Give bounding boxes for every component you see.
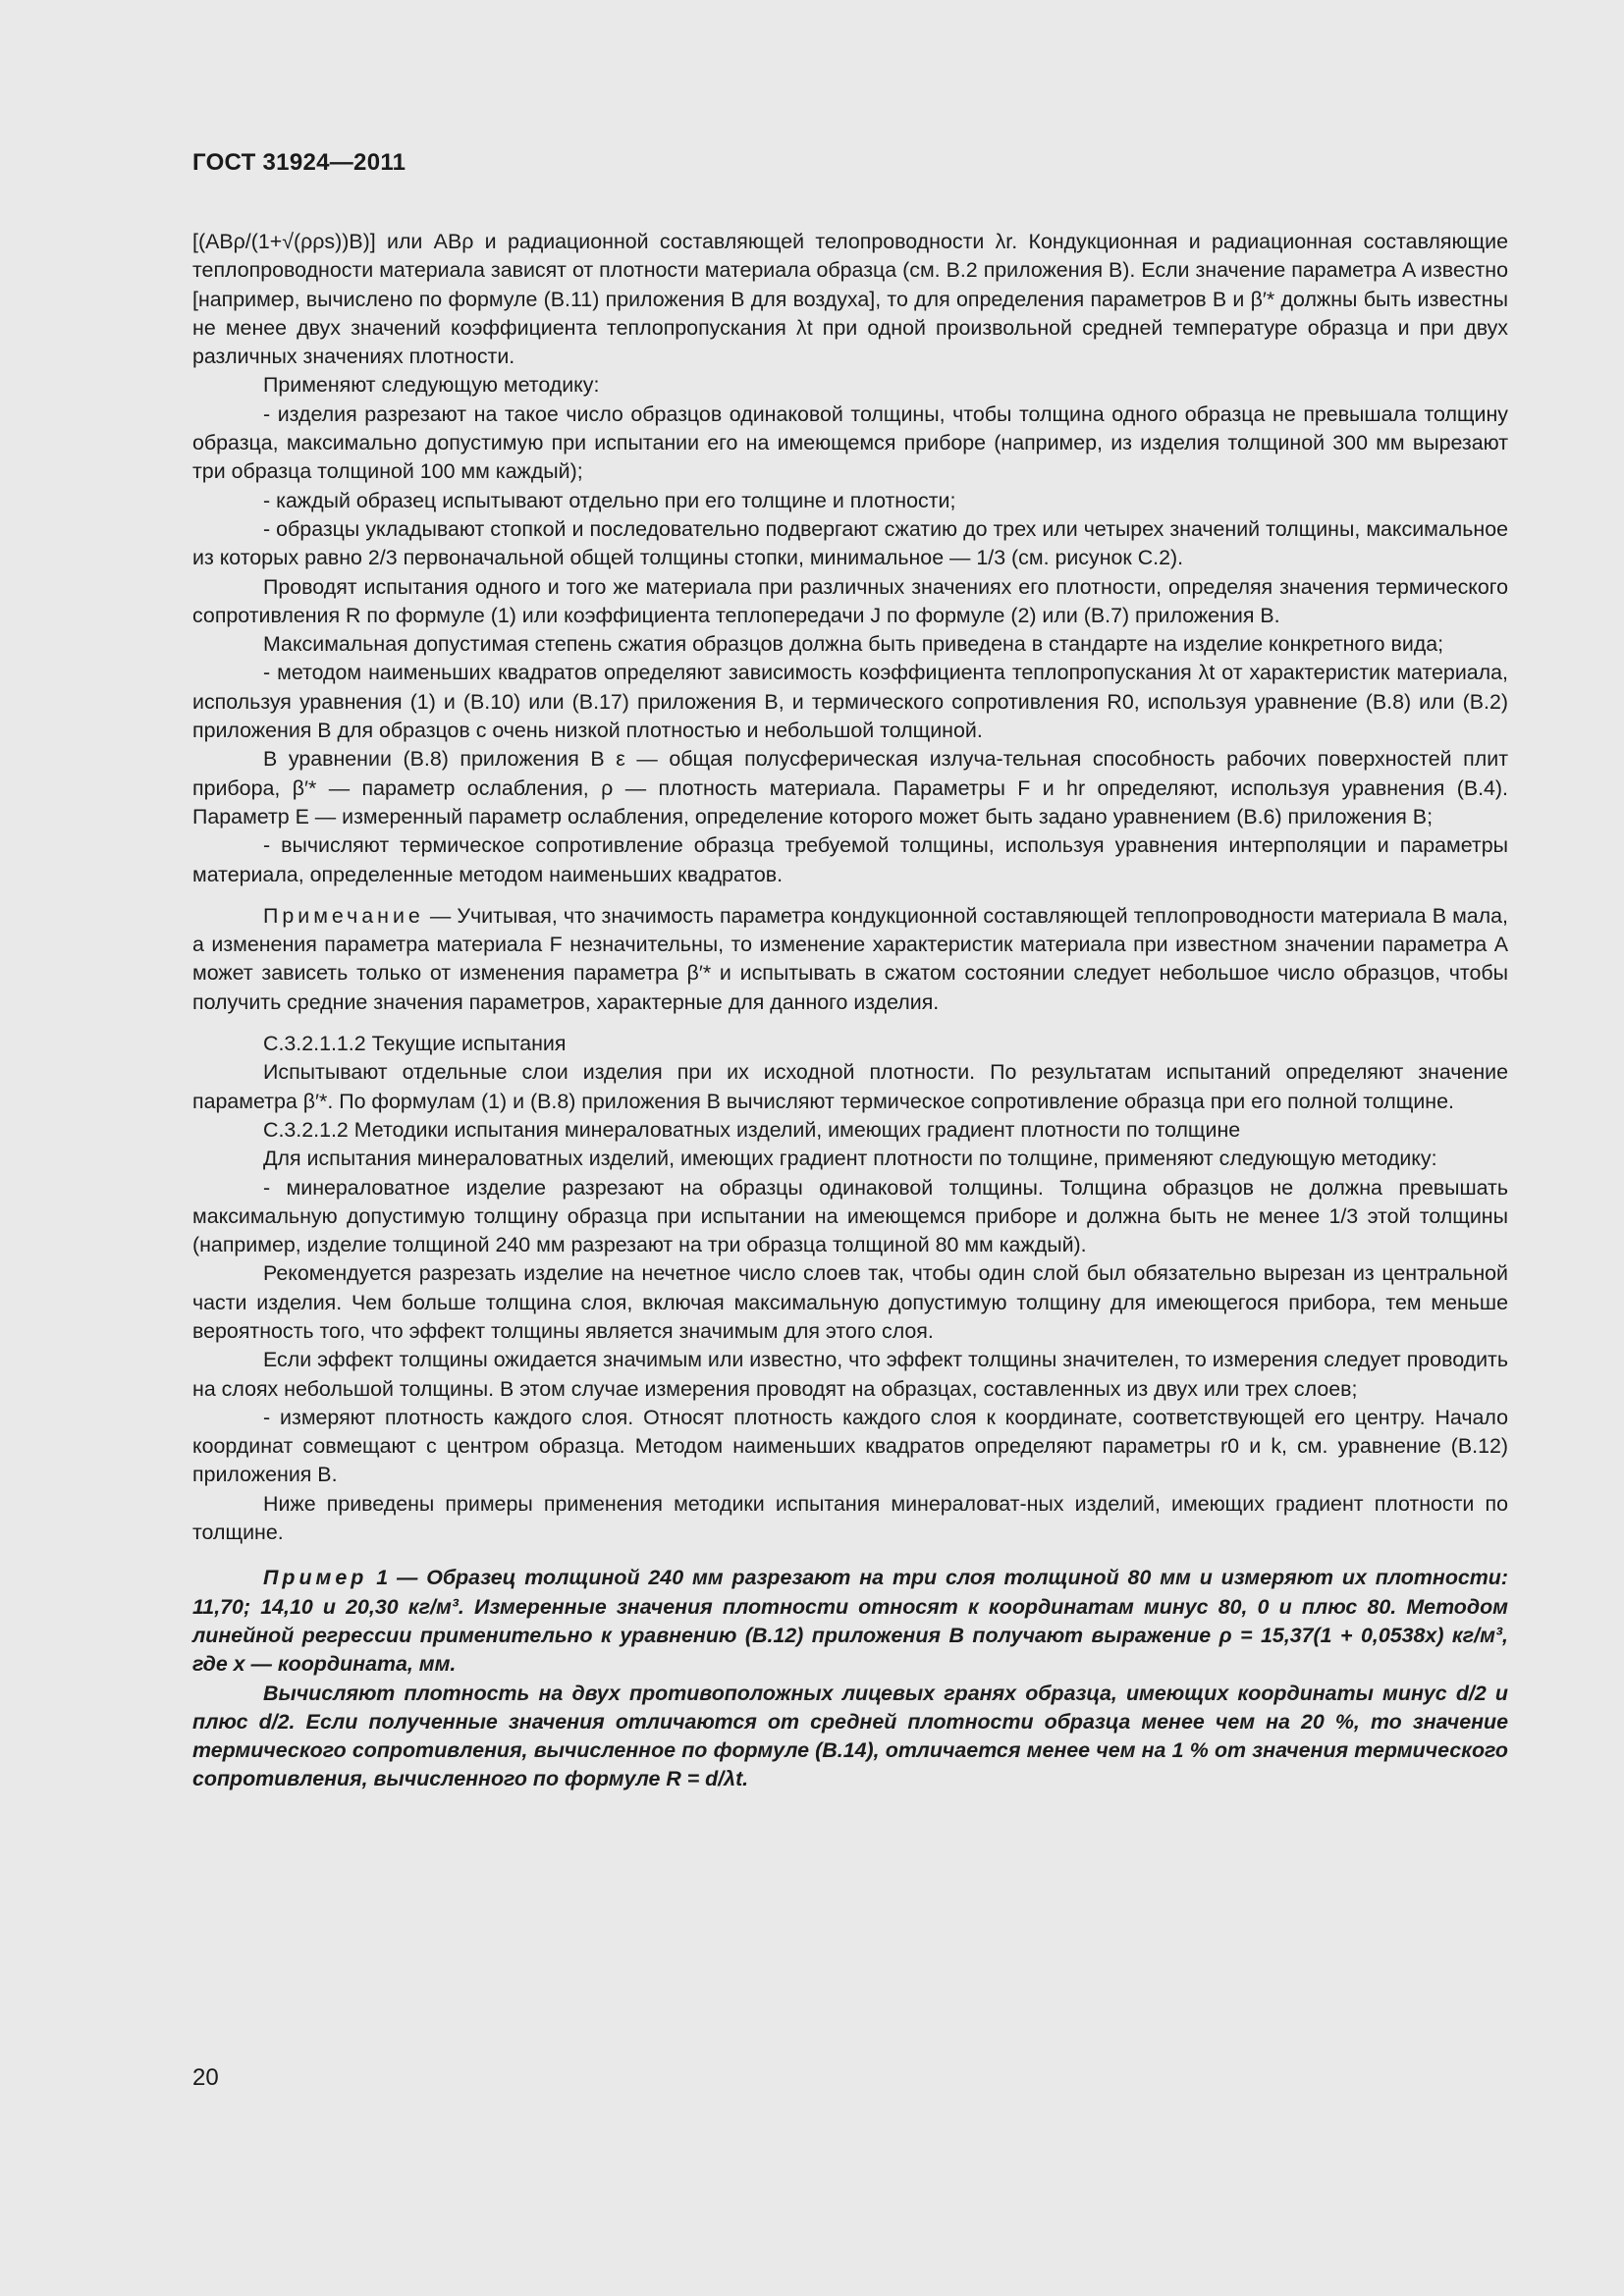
paragraph: Ниже приведены примеры применения методики испытания минераловат-ных изделий, имеющих градиент плотности по толщине. (192, 1491, 1508, 1545)
section-heading: С.3.2.1.2 Методики испытания минераловатных изделий, имеющих градиент плотности по толщине (263, 1117, 1241, 1142)
paragraph: Применяют следующую методику: (263, 373, 600, 398)
list-item: - образцы укладывают стопкой и последовательно подвергают сжатию до трех или четырех значений толщины, максимальное из которых равно 2/3 первоначальной общей толщины стопки, минимальное — 1/3 (см. рисунок С.2). (192, 516, 1508, 570)
list-item: - изделия разрезают на такое число образцов одинаковой толщины, чтобы толщина одного образца не превышала толщину образца, максимально допустимую при испытании его на имеющемся приборе (например, из изделия толщиной 300 мм вырезают три образца толщиной 100 мм каждый); (192, 401, 1508, 484)
paragraph: Проводят испытания одного и того же материала при различных значениях его плотности, определяя значения термического сопротивления R по формуле (1) или коэффициента теплопередачи J по формуле (2) или (В.7) приложения В. (192, 574, 1508, 627)
note-text: — Учитывая, что значимость параметра кондукционной составляющей теплопроводности материала B мала, а изменения параметра материала F незначительны, то изменение характеристик материала при известном значении параметра А может зависеть только от изменения параметра β′* и испытывать в сжатом состоянии следует небольшое число образцов, чтобы получить средние значения параметров, характерные для данного изделия. (192, 903, 1508, 1014)
example-1 (192, 1564, 1508, 1679)
list-item: - измеряют плотность каждого слоя. Относят плотность каждого слоя к координате, соответствующей его центру. Начало координат совмещают с центром образца. Методом наименьших квадратов определяют параметры r0 и k, см. уравнение (В.12) приложения В. (192, 1405, 1508, 1487)
list-item: - минераловатное изделие разрезают на образцы одинаковой толщины. Толщина образцов не должна превышать максимальную допустимую толщину образца при испытании на имеющемся приборе и должна быть не менее 1/3 этой толщины (например, изделие толщиной 240 мм разрезают на три образца толщиной 80 мм каждый). (192, 1175, 1508, 1257)
list-item: - вычисляют термическое сопротивление образца требуемой толщины, используя уравнения интерполяции и параметры материала, определенные методом наименьших квадратов. (192, 833, 1508, 886)
example-label: Пример (263, 1566, 368, 1590)
paragraph: Рекомендуется разрезать изделие на нечетное число слоев так, чтобы один слой был обязательно вырезан из центральной части изделия. Чем больше толщина слоя, включая максимальную допустимую толщину для имеющегося прибора, тем меньше вероятность того, что эффект толщины является значимым для этого слоя. (192, 1261, 1508, 1343)
note (192, 902, 1508, 1017)
paragraph: Максимальная допустимая степень сжатия образцов должна быть приведена в стандарте на изделие конкретного вида; (263, 632, 1444, 657)
list-item: - методом наименьших квадратов определяют зависимость коэффициента теплопропускания λt от характеристик материала, используя уравнения (1) и (В.10) или (В.17) приложения В, и термического сопротивления R0, используя уравнение (В.8) или (В.2) приложения В для образцов с очень низкой плотностью и небольшой толщиной. (192, 661, 1508, 743)
page-number: 20 (192, 2064, 219, 2091)
paragraph: Для испытания минераловатных изделий, имеющих градиент плотности по толщине, применяют следующую методику: (263, 1147, 1437, 1171)
paragraph: Испытывают отдельные слои изделия при их исходной плотности. По результатам испытаний определяют значение параметра β′*. По формулам (1) и (В.8) приложения В вычисляют термическое сопротивление образца при его полной толщине. (192, 1060, 1508, 1113)
main-text (192, 228, 1508, 1794)
paragraph: Если эффект толщины ожидается значимым или известно, что эффект толщины значителен, то измерения следует проводить на слоях небольшой толщины. В этом случае измерения проводят на образцах, составленных из двух или трех слоев; (192, 1348, 1508, 1401)
example-text: 1 — Образец толщиной 240 мм разрезают на три слоя толщиной 80 мм и измеряют их плотности: 11,70; 14,10 и 20,30 кг/м³. Измеренные значения плотности относят к координатам минус 80, 0 и плюс 80. Методом линейной регрессии применительно к уравнению (В.12) приложения В получают выражение ρ = 15,37(1 + 0,0538x) кг/м³, где x — координата, мм. (192, 1566, 1508, 1677)
note-label: Примечание (263, 903, 424, 928)
paragraph: [(ABρ/(1+√(ρρs))B)] или ABρ и радиационной составляющей телопроводности λr. Кондукционная и радиационная составляющие теплопроводности материала зависят от плотности материала образца (см. В.2 приложения В). Если значение параметра A известно [например, вычислено по формуле (В.11) приложения В для воздуха], то для определения параметров B и β′* должны быть известны не менее двух значений коэффициента теплопропускания λt при одной произвольной средней температуре образца и при двух различных значениях плотности. (192, 230, 1508, 369)
example-1-continued: Вычисляют плотность на двух противоположных лицевых гранях образца, имеющих координаты минус d/2 и плюс d/2. Если полученные значения отличаются от средней плотности образца менее чем на 20 %, то значение термического сопротивления, вычисленное по формуле (В.14), отличается менее чем на 1 % от значения термического сопротивления, вычисленного по формуле R = d/λt. (192, 1681, 1508, 1791)
section-heading: С.3.2.1.1.2 Текущие испытания (263, 1032, 567, 1056)
list-item: - каждый образец испытывают отдельно при его толщине и плотности; (263, 488, 956, 512)
paragraph: В уравнении (В.8) приложения В ε — общая полусферическая излуча-тельная способность рабочих поверхностей плит прибора, β′* — параметр ослабления, ρ — плотность материала. Параметры F и hr определяют, используя уравнения (В.4). Параметр E — измеренный параметр ослабления, определение которого может быть задано уравнением (В.6) приложения В; (192, 747, 1508, 828)
page-header: ГОСТ 31924—2011 (192, 149, 406, 176)
